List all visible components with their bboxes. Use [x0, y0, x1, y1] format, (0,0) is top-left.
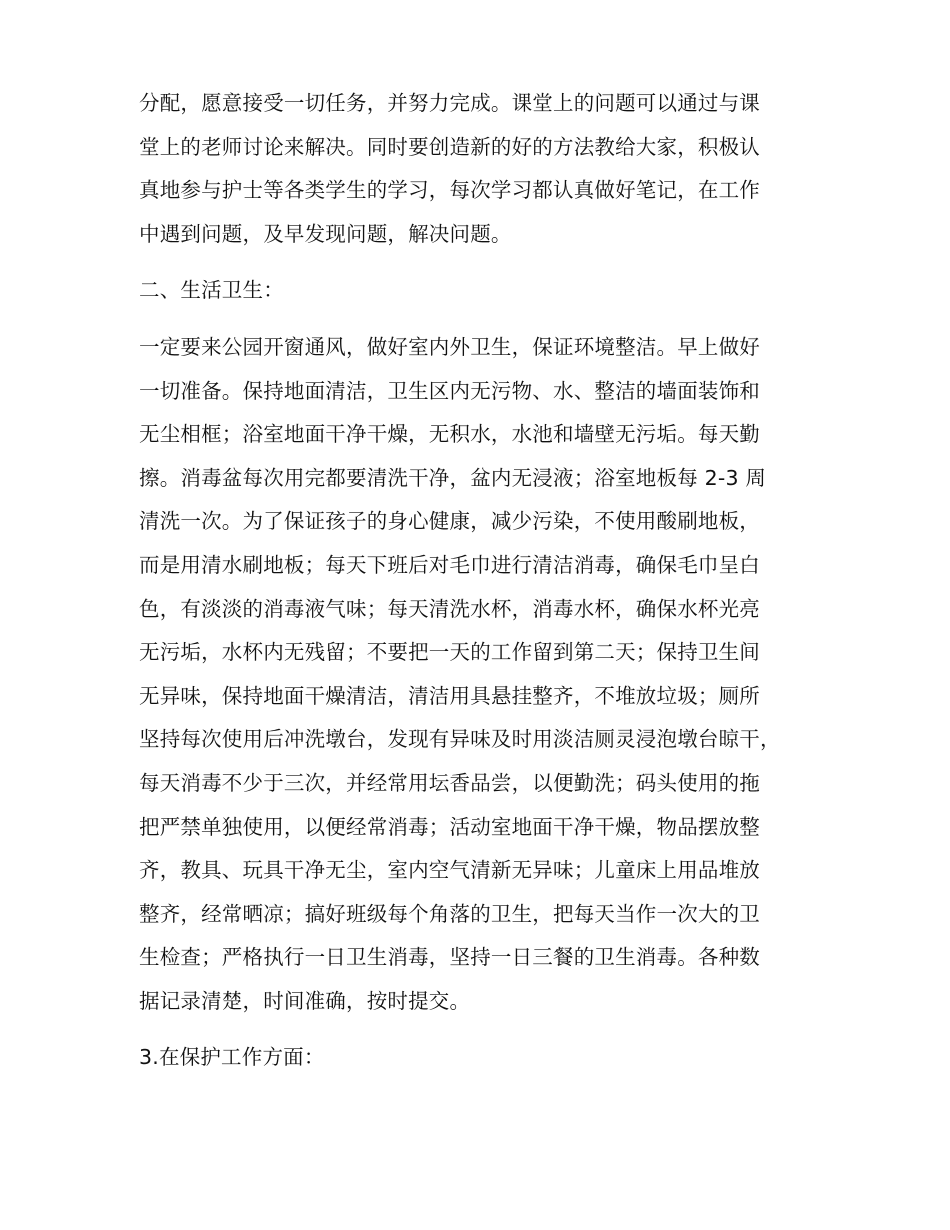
- text-line: 坚持每次使用后冲洗墩台，发现有异味及时用淡洁厕灵浸泡墩台晾干，: [139, 727, 781, 752]
- text-line: 无污垢，水杯内无残留；不要把一天的工作留到第二天；保持卫生间: [139, 640, 760, 665]
- text-line: 一切准备。保持地面清洁，卫生区内无污物、水、整洁的墙面装饰和: [139, 378, 760, 403]
- text-line: 无尘相框；浴室地面干净干燥，无积水，水池和墙壁无污垢。每天勤: [139, 422, 760, 447]
- paragraph-spacer: [139, 1023, 811, 1036]
- text-line: 生检查；严格执行一日卫生消毒，坚持一日三餐的卫生消毒。各种数: [139, 945, 760, 970]
- text-line: 擦。消毒盆每次用完都要清洗干净，盆内无浸液；浴室地板每 2-3 周: [139, 465, 767, 490]
- text-line: 齐，教具、玩具干净无尘，室内空气清新无异味；儿童床上用品堆放: [139, 858, 760, 883]
- text-line: 据记录清楚，时间准确，按时提交。: [139, 988, 471, 1013]
- text-line: 每天消毒不少于三次，并经常用坛香品尝，以便勤洗；码头使用的拖: [139, 770, 760, 795]
- paragraph-hygiene-details: [139, 326, 811, 1024]
- section-heading-protection: [139, 1036, 811, 1080]
- text-line: 清洗一次。为了保证孩子的身心健康，减少污染，不使用酸刷地板，: [139, 509, 760, 534]
- section-heading-hygiene: [139, 269, 811, 313]
- text-line: 堂上的老师讨论来解决。同时要创造新的好的方法教给大家，积极认: [139, 134, 760, 159]
- text-line: 一定要来公园开窗通风，做好室内外卫生，保证环境整洁。早上做好: [139, 334, 760, 359]
- heading-line: 二、生活卫生：: [139, 278, 284, 303]
- text-line: 无异味，保持地面干燥清洁，清洁用具悬挂整齐，不堆放垃圾；厕所: [139, 683, 760, 708]
- paragraph-task-attitude: [139, 82, 811, 256]
- document-page: [139, 82, 811, 1080]
- text-line: 整齐，经常晒凉；搞好班级每个角落的卫生，把每天当作一次大的卫: [139, 901, 760, 926]
- text-line: 而是用清水刷地板；每天下班后对毛巾进行清洁消毒，确保毛巾呈白: [139, 552, 760, 577]
- text-line: 色，有淡淡的消毒液气味；每天清洗水杯，消毒水杯，确保水杯光亮: [139, 596, 760, 621]
- text-line: 中遇到问题，及早发现问题，解决问题。: [139, 221, 512, 246]
- text-line: 真地参与护士等各类学生的学习，每次学习都认真做好笔记，在工作: [139, 178, 760, 203]
- paragraph-spacer: [139, 313, 811, 326]
- paragraph-spacer: [139, 256, 811, 269]
- text-line: 把严禁单独使用，以便经常消毒；活动室地面干净干燥，物品摆放整: [139, 814, 760, 839]
- text-line: 分配，愿意接受一切任务，并努力完成。课堂上的问题可以通过与课: [139, 91, 760, 115]
- heading-line: 3.在保护工作方面：: [139, 1045, 325, 1070]
